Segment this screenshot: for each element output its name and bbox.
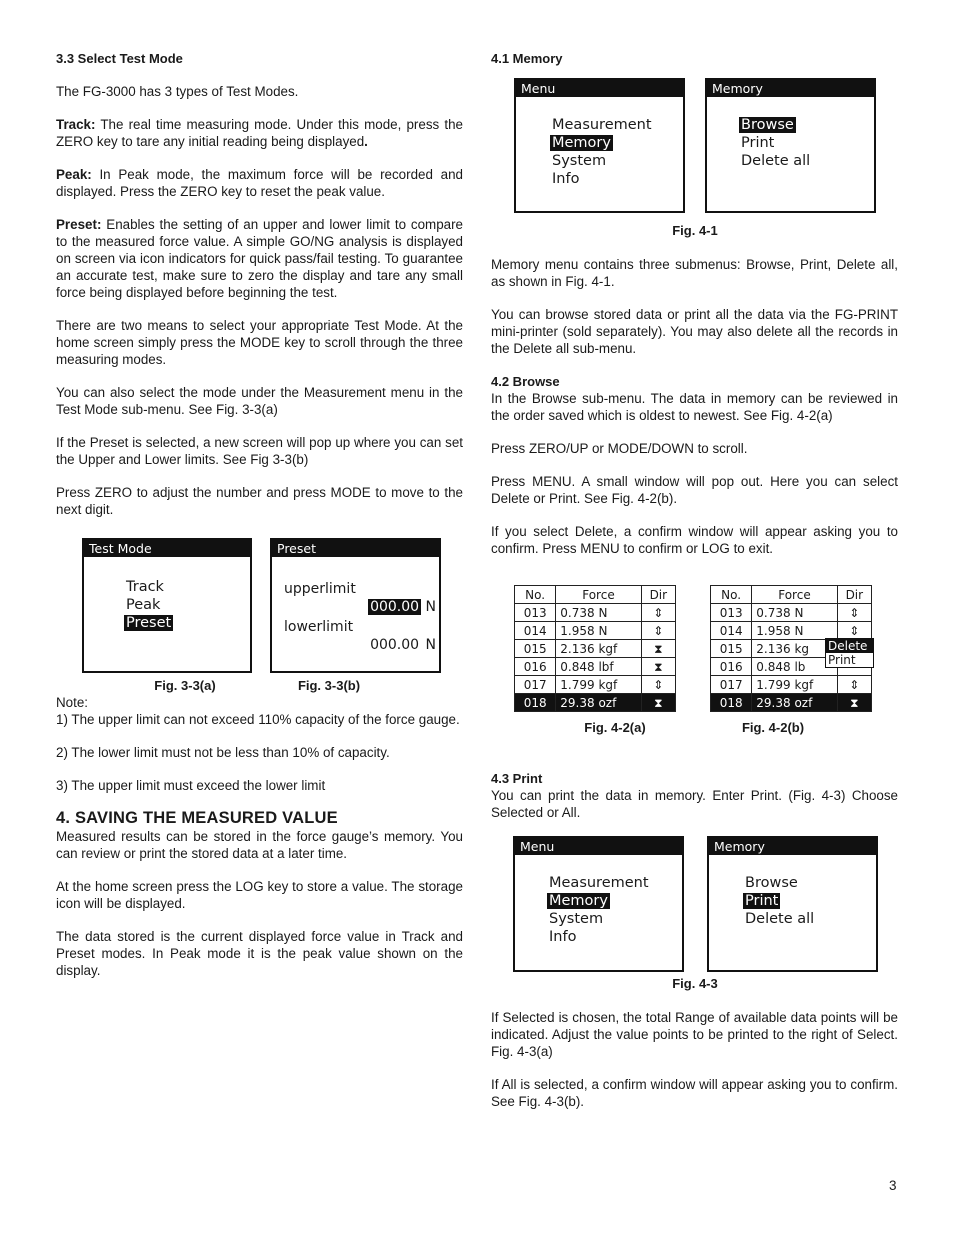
scroll-paragraph: Press ZERO/UP or MODE/DOWN to scroll. [491,441,748,456]
upper-limit-value: 000.00 [370,599,420,615]
preset-paragraph [56,216,463,301]
table-cell: No. [711,586,752,604]
screen-title: Memory [707,80,874,97]
table-cell: 1.799 kgf [752,676,837,694]
section-3-3-title: 3.3 Select Test Mode [56,51,183,66]
print-paragraph: You can print the data in memory. Enter Print. (Fig. 4-3) Choose Selected or All. [491,788,898,820]
note-2: 2) The lower limit must not be less than 10% of capacity. [56,745,390,760]
table-cell: No. [515,586,556,604]
zero-paragraph: Press ZERO to adjust the number and press MODE to move to the next digit. [56,485,463,517]
menu-item-preset-selected: Preset [126,615,172,631]
note-3: 3) The upper limit must exceed the lower limit [56,778,326,793]
menu-item-peak: Peak [126,597,161,613]
menu-screen-print: Menu Measurement Memory System Info [513,836,684,972]
browse-print-paragraph: You can browse stored data or print all the data via the FG-PRINT mini-printer (sold separately). You may also delete all the records in the Delete all sub-menu. [491,307,898,356]
table-row-selected [515,694,676,712]
menu-paragraph: Press MENU. A small window will pop out. Here you can select Delete or Print. See Fig. 4-2(b). [491,474,898,506]
page-number: 3 [889,1178,897,1193]
memory-screen-print: Memory Browse Print Delete all [707,836,878,972]
table-cell: 2.136 kg [752,640,837,658]
preset-screen: Preset upperlimit 000.00 N lowerlimit 000.00 N [270,538,441,673]
fig-3-3a-caption: Fig. 3-3(a) [154,678,216,693]
two-means-paragraph: There are two means to select your appropriate Test Mode. At the home screen simply press the MODE key to scroll through the three measuring modes. [56,318,463,367]
section-4-2-title: 4.2 Browse [491,374,560,389]
section-4-paragraph-2: At the home screen press the LOG key to store a value. The storage icon will be displayed. [56,879,463,911]
table-row [515,586,676,604]
fig-4-1-caption: Fig. 4-1 [672,223,718,238]
left-column-lower [56,694,463,995]
table-cell: 29.38 ozf [752,694,837,712]
screen-title: Memory [709,838,876,855]
table-cell: 017 [711,676,752,694]
table-cell: 29.38 ozf [556,694,641,712]
popup-print: Print [828,653,856,667]
track-text: The real time measuring mode. Under this mode, press the ZERO key to tare any initial reading being displayed [56,117,463,149]
section-4-paragraph-3: The data stored is the current displayed force value in Track and Preset modes. In Peak mode it is the peak value shown on the display. [56,929,463,978]
menu-screen: Menu Measurement Memory System Info [514,78,685,213]
table-cell: ⇕ [837,622,871,640]
left-column [56,50,463,534]
preset-selected-paragraph: If the Preset is selected, a new screen will pop up where you can set the Upper and Lower limits. See Fig 3-3(b) [56,435,463,467]
table-cell: 1.958 N [556,622,641,640]
table-row [515,622,676,640]
table-cell: 013 [711,604,752,622]
right-column-bottom [491,1009,898,1126]
selected-paragraph: If Selected is chosen, the total Range of available data points will be indicated. Adjust the value points to be printed to the right of Select. Fig. 4-3(a) [491,1010,898,1059]
peak-label: Peak: [56,167,92,182]
also-paragraph: You can also select the mode under the Measurement menu in the Test Mode sub-menu. See Fig. 3-3(a) [56,385,463,417]
table-cell: 0.738 N [556,604,641,622]
table-cell: 016 [515,658,556,676]
table-row [515,658,676,676]
table-row [711,622,872,640]
table-cell: Force [556,586,641,604]
menu-item-memory-selected: Memory [549,893,608,909]
menu-item-browse-selected: Browse [741,117,794,133]
table-cell: 015 [515,640,556,658]
table-row [515,676,676,694]
note-label: Note: [56,695,89,710]
table-row [711,676,872,694]
table-cell: ⇕ [641,676,675,694]
table-cell: ⧗ [641,658,675,676]
memory-paragraph: Memory menu contains three submenus: Browse, Print, Delete all, as shown in Fig. 4-1. [491,257,898,289]
note-1: 1) The upper limit can not exceed 110% capacity of the force gauge. [56,712,460,727]
table-cell: 014 [515,622,556,640]
delete-paragraph: If you select Delete, a confirm window will appear asking you to confirm. Press MENU to confirm or LOG to exit. [491,524,898,556]
table-cell: ⇕ [837,604,871,622]
section-4-title: 4. SAVING THE MEASURED VALUE [56,809,338,827]
peak-paragraph [56,166,463,200]
table-cell: 015 [711,640,752,658]
section-4-1-title: 4.1 Memory [491,51,563,66]
browse-paragraph: In the Browse sub-menu. The data in memory can be reviewed in the order saved which is oldest to newest. See Fig. 4-2(a) [491,391,898,423]
upper-limit-label: upperlimit [284,581,356,597]
table-cell: 2.136 kgf [556,640,641,658]
table-cell: ⧗ [837,694,871,712]
screen-title: Preset [272,540,439,557]
delete-print-popup [825,638,874,668]
fig-3-3b-caption: Fig. 3-3(b) [297,678,361,693]
screen-title: Menu [515,838,682,855]
table-cell: ⧗ [641,640,675,658]
table-cell: Dir [641,586,675,604]
memory-screen: Memory Browse Print Delete all [705,78,876,213]
table-cell: 018 [711,694,752,712]
track-paragraph: Track: The real time measuring mode. Under this mode, press the ZERO key to tare any initial reading being displayed. [56,117,463,149]
table-cell: Force [752,586,837,604]
all-paragraph: If All is selected, a confirm window will appear asking you to confirm. See Fig. 4-3(b). [491,1077,898,1109]
fig-4-2a-caption: Fig. 4-2(a) [584,720,646,735]
table-cell: 017 [515,676,556,694]
menu-item-memory-selected: Memory [552,135,611,151]
table-cell: ⇕ [641,604,675,622]
table-row [711,586,872,604]
table-cell: 016 [711,658,752,676]
table-cell: ⧗ [641,694,675,712]
track-label: Track: [56,117,96,132]
menu-item-track: Track [126,579,164,595]
table-row-selected [711,694,872,712]
lower-limit-value: 000.00 [370,637,420,653]
lower-limit-label: lowerlimit [284,619,354,635]
right-column-print [491,770,898,837]
table-cell: 014 [711,622,752,640]
preset-text: Enables the setting of an upper and lower limit to compare to the measured force value. A simple GO/NG analysis is displayed on screen via icon indicators for quick pass/fail testing. To guarantee an accurate test, make sure to zero the display and tare any small force being displayed before beginning the test. [56,217,463,300]
section-4-paragraph-1: Measured results can be stored in the force gauge’s memory. You can review or print the stored data at a later time. [56,829,463,861]
table-cell: ⇕ [641,622,675,640]
screen-title: Test Mode [84,540,250,557]
table-cell: 0.848 lbf [556,658,641,676]
peak-text: In Peak mode, the maximum force will be recorded and displayed. Press the ZERO key to reset the peak value. [56,167,463,199]
table-row [515,640,676,658]
fig-4-2b-caption: Fig. 4-2(b) [741,720,805,735]
table-cell: 018 [515,694,556,712]
table-cell: Dir [837,586,871,604]
intro-text: The FG-3000 has 3 types of Test Modes. [56,84,299,99]
table-cell: 0.738 N [752,604,837,622]
fig-4-3-caption: Fig. 4-3 [672,976,718,991]
popup-delete: Delete [826,639,873,653]
menu-item-print-selected: Print [745,893,779,909]
table-row [515,604,676,622]
screen-title: Menu [516,80,683,97]
preset-label: Preset: [56,217,102,232]
table-cell: 013 [515,604,556,622]
browse-table-a [514,585,676,712]
table-row [711,604,872,622]
table-cell: ⇕ [837,676,871,694]
table-cell: 0.848 lb [752,658,837,676]
section-4-3-title: 4.3 Print [491,771,543,786]
table-cell: 1.799 kgf [556,676,641,694]
test-mode-screen [82,538,252,673]
table-cell: 1.958 N [752,622,837,640]
right-column-mid [491,256,898,573]
